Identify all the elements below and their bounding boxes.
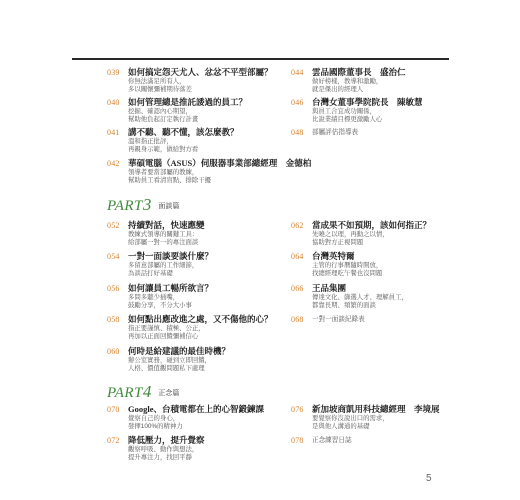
entry-subtitle: 都靠長期、頻繁的面談 — [312, 302, 376, 309]
page-ref: 056 — [107, 284, 120, 293]
part-label: PART — [107, 385, 143, 401]
entry-subtitle: 傳達文化、篩選人才、理解員工， — [312, 294, 408, 301]
toc-entry — [291, 314, 365, 325]
entry-subtitle: 就是傑出的經理人 — [312, 86, 364, 93]
entry-subtitle: 人格、價值觀問題私下處理 — [128, 365, 205, 372]
entry-title: 華碩電腦（ASUS）伺服器事業部總經理 金德柏 — [128, 158, 312, 168]
page-ref: 070 — [107, 405, 120, 414]
entry-subtitle: 先曉之以理，再動之以情， — [312, 231, 389, 238]
page-ref: 048 — [291, 128, 304, 137]
entry-title: 當成果不如預期，該如何指正？ — [312, 220, 432, 230]
toc-entry — [291, 283, 408, 310]
toc-entry — [291, 404, 440, 431]
toc-entry — [107, 314, 273, 341]
page-ref: 072 — [107, 436, 120, 445]
part-heading — [107, 195, 179, 215]
entry-title: Google、台積電都在上的心智鍛鍊課 — [128, 404, 264, 414]
entry-title: 一對一面談要談什麼？ — [128, 251, 214, 261]
entry-subtitle: 發揮100%的精神力 — [128, 423, 183, 430]
page-ref: 042 — [107, 159, 120, 168]
entry-subtitle: 給部屬一對一的專注面談 — [128, 239, 199, 246]
page-ref: 066 — [291, 284, 304, 293]
entry-title: 如何讓員工暢所欲言？ — [128, 283, 214, 293]
entry-subtitle: 多留意部屬的工作細節， — [128, 262, 199, 269]
page-ref: 046 — [291, 98, 304, 107]
entry-subtitle: 幫助他負起訂定執行計畫 — [128, 116, 199, 123]
entry-subtitle: 觀察呼吸、動作與想法， — [128, 446, 199, 453]
entry-title: 王品集團 — [312, 283, 347, 293]
page-ref: 060 — [107, 347, 120, 356]
entry-subtitle: 你無法滿足所有人， — [128, 78, 186, 85]
entry-title: 降低壓力，提升覺察 — [128, 435, 205, 445]
page-ref: 076 — [291, 405, 304, 414]
toc-entry — [107, 404, 264, 431]
toc-entry — [291, 97, 423, 124]
entry-title: 講不聽、聽不懂，該怎麼教？ — [128, 127, 239, 137]
top-rule — [72, 58, 449, 60]
entry-subtitle: 比說業績目標更激勵人心 — [312, 116, 383, 123]
part-number: 4 — [142, 382, 152, 401]
toc-entry — [107, 251, 213, 278]
page-ref: 068 — [291, 315, 304, 324]
entry-subtitle: 要覺察你沒說出口的需求， — [312, 415, 389, 422]
toc-entry — [107, 67, 273, 94]
entry-title: 持續對話，快速應變 — [128, 220, 205, 230]
entry-subtitle: 再親身示範，做給對方看 — [128, 146, 199, 153]
entry-subtitle: 指正要謹慎、積極、公正， — [128, 325, 205, 332]
page-ref: 054 — [107, 252, 120, 261]
page-ref: 062 — [291, 221, 304, 230]
page-ref: 058 — [107, 315, 120, 324]
toc-entry — [291, 251, 382, 278]
entry-subtitle: 教練式領導的關鍵工具： — [128, 231, 199, 238]
toc-entry — [291, 220, 431, 247]
entry-subtitle: 辦公室實務，碰到立即回饋， — [128, 357, 212, 364]
entry-subtitle: 與員工合宜成功關係， — [312, 108, 376, 115]
part-name: 正念篇 — [158, 390, 180, 397]
entry-subtitle: 再加以正面回饋彌補信心 — [128, 333, 199, 340]
page-ref: 040 — [107, 98, 120, 107]
entry-subtitle: 多問多聽少插嘴， — [128, 294, 180, 301]
toc-entry — [107, 158, 311, 185]
part-heading — [107, 382, 179, 402]
toc-entry — [291, 127, 358, 138]
part-label: PART — [107, 198, 143, 214]
entry-title: 一對一面談紀錄表 — [312, 316, 365, 323]
page-number: 5 — [426, 473, 432, 484]
page-ref: 052 — [107, 221, 120, 230]
entry-title: 何時是給建議的最佳時機？ — [128, 346, 231, 356]
entry-title: 如何管理總是推託諉過的員工？ — [128, 97, 248, 107]
toc-entry — [107, 220, 205, 247]
entry-subtitle: 找總經理吃午餐也沒問題 — [312, 270, 383, 277]
page-ref: 039 — [107, 68, 120, 77]
entry-subtitle: 挖掘、確認內心期望， — [128, 108, 192, 115]
entry-title: 部屬評估指導表 — [312, 129, 359, 136]
entry-subtitle: 主管的行事曆隨時開放， — [312, 262, 383, 269]
entry-title: 新加坡商凱用科技總經理 李境展 — [312, 404, 440, 414]
entry-subtitle: 為談話打好基礎 — [128, 270, 173, 277]
entry-title: 台灣女董事學院院長 陳敏慧 — [312, 97, 423, 107]
toc-entry — [107, 435, 205, 462]
page-ref: 064 — [291, 252, 304, 261]
entry-title: 如何搞定怨天尤人、忿忿不平型部屬？ — [128, 67, 273, 77]
entry-subtitle: 提升專注力，找回平靜 — [128, 454, 192, 461]
entry-subtitle: 多以關懷彌補期待落差 — [128, 86, 192, 93]
part-name: 面談篇 — [158, 203, 180, 210]
entry-subtitle: 做好榜樣，教導和激勵， — [312, 78, 383, 85]
entry-subtitle: 溫和指正批評， — [128, 138, 173, 145]
page-ref: 078 — [291, 436, 304, 445]
entry-subtitle: 是與他人溝通的基礎 — [312, 423, 370, 430]
part-number: 3 — [142, 195, 152, 214]
entry-title: 正念練習日誌 — [312, 437, 352, 444]
toc-entry — [291, 67, 406, 94]
entry-subtitle: 幫助員工看清盲點、排除干擾 — [128, 177, 212, 184]
page-ref: 044 — [291, 68, 304, 77]
entry-title: 如何點出應改進之處，又不傷他的心？ — [128, 314, 273, 324]
toc-entry — [291, 435, 352, 446]
entry-subtitle: 覺察自己的身心， — [128, 415, 180, 422]
toc-entry — [107, 127, 239, 154]
entry-subtitle: 鼓勵分享，不分大小事 — [128, 302, 192, 309]
entry-title: 台灣英特爾 — [312, 251, 355, 261]
toc-entry — [107, 97, 247, 124]
entry-subtitle: 領導者要當部屬的教練， — [128, 169, 199, 176]
entry-title: 雲品國際董事長 盛治仁 — [312, 67, 406, 77]
entry-subtitle: 協助對方正視問題 — [312, 239, 364, 246]
toc-entry — [107, 283, 213, 310]
toc-entry — [107, 346, 230, 373]
page-ref: 041 — [107, 128, 120, 137]
